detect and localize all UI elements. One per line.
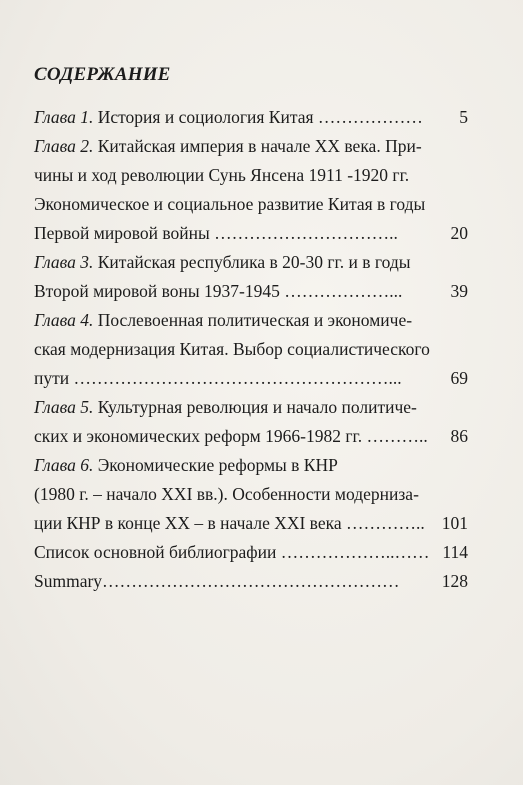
page-number: 5 xyxy=(459,107,468,127)
toc-line xyxy=(34,423,474,449)
toc-line xyxy=(34,307,474,333)
toc-line xyxy=(34,278,474,304)
chapter-title: Культурная революция и начало политиче- xyxy=(97,397,417,417)
chapter-title-continued: Второй мировой воны 1937-1945 ………………... xyxy=(34,281,403,301)
toc-line xyxy=(34,481,474,507)
chapter-title-continued: (1980 г. – начало XXI вв.). Особенности модерниза- xyxy=(34,484,419,504)
chapter-number: Глава 5. xyxy=(34,397,94,417)
toc-line xyxy=(34,336,474,362)
chapter-title-continued: чины и ход революции Сунь Янсена 1911 -1920 гг. xyxy=(34,165,410,185)
toc-line xyxy=(34,510,474,536)
toc-line xyxy=(34,452,474,478)
chapter-title: Китайская империя в начале XX века. При- xyxy=(97,136,422,156)
toc-line xyxy=(34,249,474,275)
chapter-number: Глава 6. xyxy=(34,455,94,475)
toc-line xyxy=(34,539,474,565)
contents-heading: СОДЕРЖАНИЕ xyxy=(34,64,171,85)
chapter-number: Глава 1. xyxy=(34,107,94,127)
page-number: 69 xyxy=(450,368,468,388)
bibliography-title: Список основной библиографии ………………..…… xyxy=(34,542,430,562)
toc-line xyxy=(34,133,474,159)
chapter-title-continued: Экономическое и социальное развитие Китая в годы xyxy=(34,194,426,214)
toc-line xyxy=(34,394,474,420)
chapter-title: Китайская республика в 20-30 гг. и в годы xyxy=(97,252,411,272)
toc-line xyxy=(34,191,474,217)
chapter-number: Глава 3. xyxy=(34,252,94,272)
toc-line xyxy=(34,365,474,391)
page-number: 20 xyxy=(450,223,468,243)
toc-line xyxy=(34,162,474,188)
page-number: 101 xyxy=(441,513,468,533)
chapter-title: Экономические реформы в КНР xyxy=(97,455,338,475)
page-number: 86 xyxy=(450,426,468,446)
toc-line xyxy=(34,104,474,130)
chapter-number: Глава 2. xyxy=(34,136,94,156)
chapter-number: Глава 4. xyxy=(34,310,94,330)
chapter-title-continued: ских и экономических реформ 1966-1982 гг. ……….. xyxy=(34,426,428,446)
page-number: 39 xyxy=(450,281,468,301)
toc-line xyxy=(34,220,474,246)
toc-line xyxy=(34,568,474,594)
chapter-title-continued: ская модернизация Китая. Выбор социалистического xyxy=(34,339,430,359)
chapter-title: История и социология Китая ……………… xyxy=(97,107,423,127)
page-number: 114 xyxy=(442,542,468,562)
chapter-title: Послевоенная политическая и экономиче- xyxy=(97,310,413,330)
chapter-title-continued: ции КНР в конце XX – в начале XXI века ………….. xyxy=(34,513,425,533)
chapter-title-continued: пути ………………………………………………... xyxy=(34,368,402,388)
page-number: 128 xyxy=(441,571,468,591)
chapter-title-continued: Первой мировой войны ………………………….. xyxy=(34,223,398,243)
summary-title: Summary…………………………………………… xyxy=(34,571,400,591)
